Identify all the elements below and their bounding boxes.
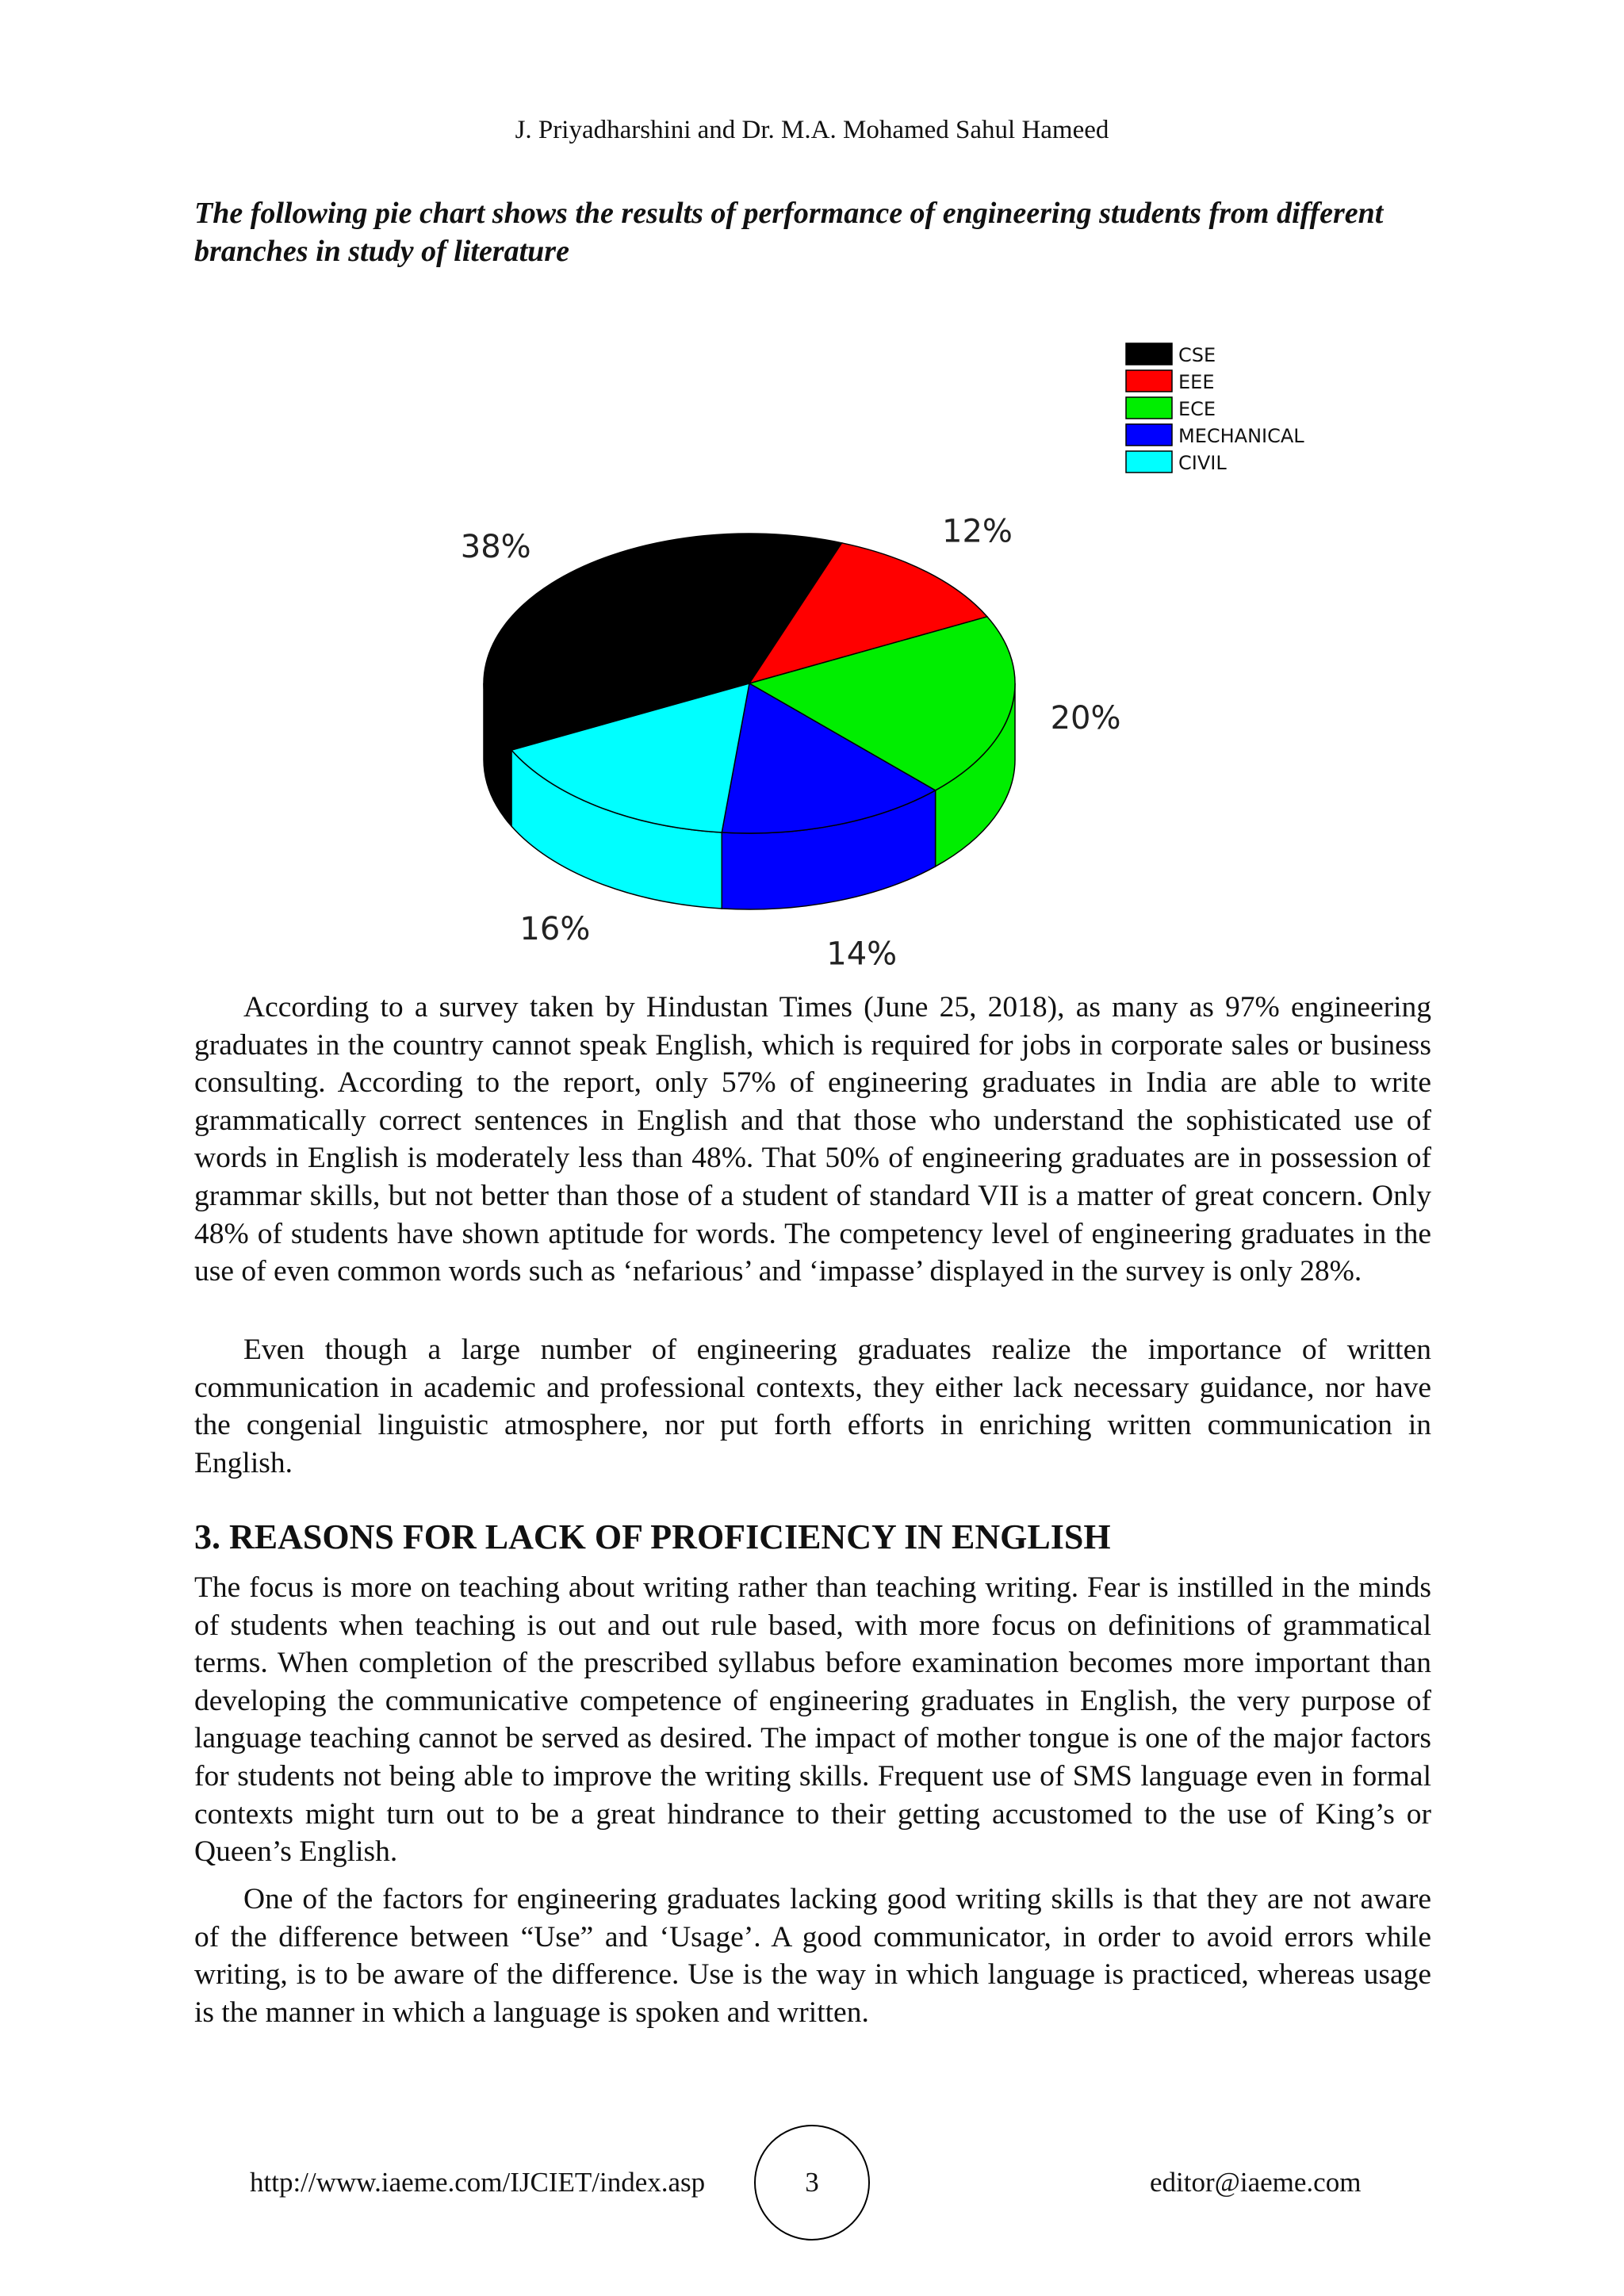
legend-swatch-eee — [1126, 370, 1172, 392]
legend-label-civil: CIVIL — [1178, 452, 1227, 474]
figure-caption: The following pie chart shows the results of performance of engineering students from different branches in study of literature — [194, 197, 1384, 268]
pie-chart — [0, 0, 1624, 983]
body-paragraph-4: One of the factors for engineering graduates lacking good writing skills is that they are not aware of the difference between “Use” and ‘Usage’. A good communicator, in order to avoid errors while writing, is to be aware of the difference. Use is the way in which language is practiced, whereas usage is the manner in which a language is spoken and written. — [194, 1883, 1431, 2029]
pie-label-ece: 20% — [1050, 699, 1121, 737]
legend-swatch-civil — [1126, 451, 1172, 473]
pie-label-civil: 16% — [519, 910, 591, 947]
legend-label-mechanical: MECHANICAL — [1178, 425, 1304, 447]
page-number — [754, 2125, 870, 2241]
chart-legend — [1126, 343, 1304, 474]
footer-url[interactable]: http://www.iaeme.com/IJCIET/index.asp — [250, 2167, 706, 2198]
footer-email[interactable]: editor@iaeme.com — [1150, 2167, 1362, 2198]
pie-label-eee: 12% — [942, 513, 1013, 550]
pie-label-mechanical: 14% — [826, 936, 898, 973]
legend-swatch-cse — [1126, 343, 1172, 365]
legend-swatch-ece — [1126, 397, 1172, 419]
running-header: J. Priyadharshini and Dr. M.A. Mohamed Sahul Hameed — [515, 116, 1109, 144]
body-paragraph-2: Even though a large number of engineering graduates realize the importance of written communication in academic and professional contexts, they either lack necessary guidance, nor have the congenial linguistic atmosphere, nor put forth efforts in enriching written communication in English. — [194, 1334, 1431, 1479]
pie-label-cse: 38% — [460, 528, 531, 565]
section-heading: 3. REASONS FOR LACK OF PROFICIENCY IN ENGLISH — [194, 1517, 1111, 1556]
body-paragraph-3: The focus is more on teaching about writing rather than teaching writing. Fear is instilled in the minds of students when teaching is out and out rule based, with more focus on definitions of grammatical terms. When completion of the prescribed syllabus before examination becomes more important than developing the communicative competence of engineering graduates in English, the very purpose of language teaching cannot be served as desired. The impact of mother tongue is one of the major factors for students not being able to improve the writing skills. Frequent use of SMS language even in formal contexts might turn out to be a great hindrance to their getting accustomed to the use of King’s or Queen’s English. — [194, 1571, 1431, 1869]
pie-top-layer — [484, 534, 1015, 833]
legend-label-ece: ECE — [1178, 398, 1216, 420]
legend-label-eee: EEE — [1178, 371, 1215, 393]
legend-swatch-mechanical — [1126, 424, 1172, 446]
legend-label-cse: CSE — [1178, 344, 1216, 366]
body-paragraph-1: According to a survey taken by Hindustan Times (June 25, 2018), as many as 97% engineering graduates in the country cannot speak English, which is required for jobs in corporate sales or business consulting. According to the report, only 57% of engineering graduates in India are able to write grammatically correct sentences in English and that those who understand the sophisticated use of words in English is moderately less than 48%. That 50% of engineering graduates are in possession of grammar skills, but not better than those of a student of standard VII is a matter of great concern. Only 48% of students have shown aptitude for words. The competency level of engineering graduates in the use of even common words such as ‘nefarious’ and ‘impasse’ displayed in the survey is only 28%. — [194, 991, 1431, 1288]
page-number-text: 3 — [805, 2167, 819, 2198]
